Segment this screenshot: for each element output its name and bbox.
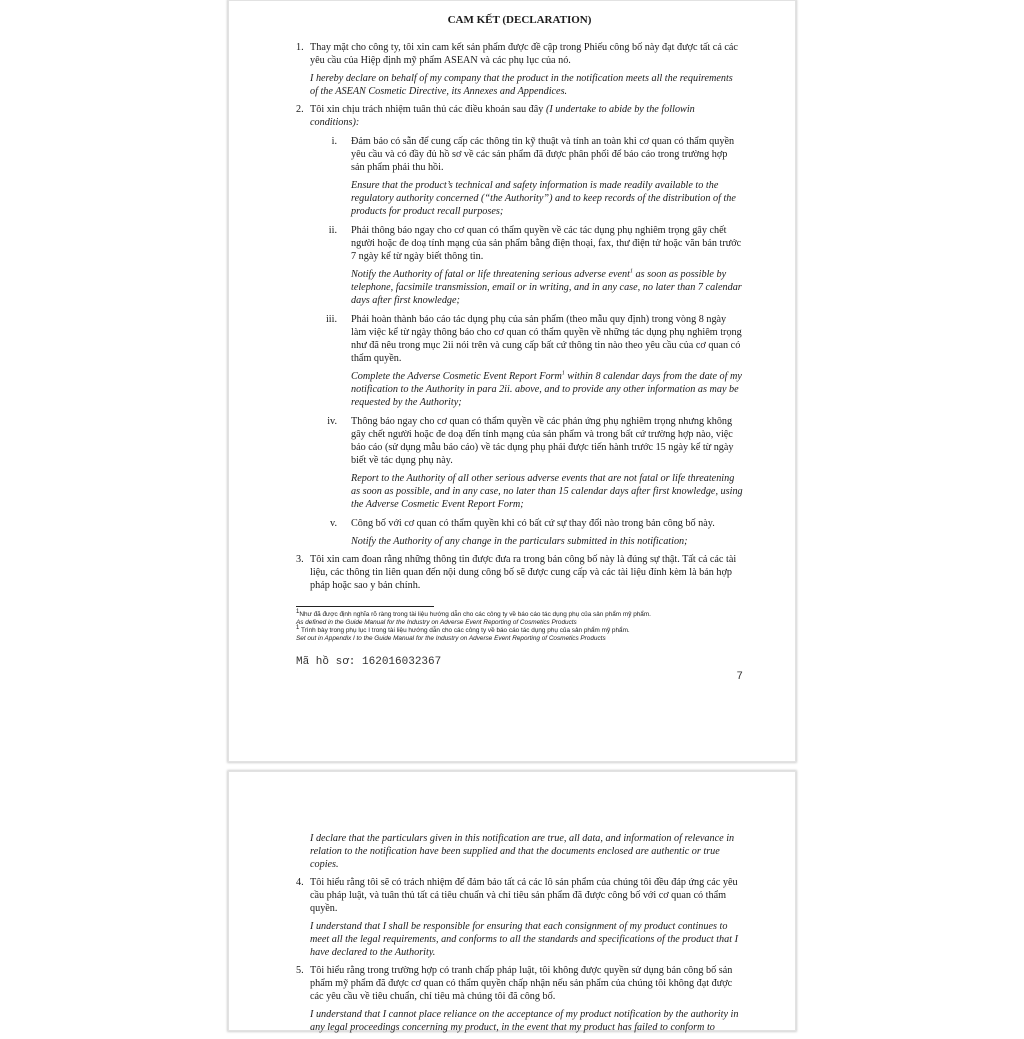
subclause-number: v. [330,518,337,529]
subclause-text-vi: Phải hoàn thành báo cáo tác dụng phụ của sản phẩm (theo mẫu quy định) trong vòng 8 ngày làm việc kể từ ngày thông báo cho cơ quan có thẩm quyền về những tác dụng phụ nghiêm trọng như đã nêu trong mục 2ii nói trên và cung cấp bất cứ thông tin nào theo yêu cầu của cơ quan có thẩm quyền. [351,314,742,364]
clause-text-en: (I undertake to abide by the followin conditions): [310,104,695,128]
document-page-7 [228,0,796,762]
subclause-text-vi: Thông báo ngay cho cơ quan có thẩm quyền về các phản ứng phụ nghiêm trọng nhưng không gây chết người hoặc đe doạ đến tính mạng của sản phẩm và trong bất cứ trường hợp nào, việc báo cáo (sử dụng mẫu báo cáo) về tác dụng phụ phải được tiến hành trước 15 ngày kể từ ngày biết về tác dụng phụ này. [351,416,734,466]
footnote-2-en: Set out in Appendix I to the Guide Manual for the Industry on Adverse Event Reporting of Cosmetics Products [296,635,606,642]
footnote-separator [296,606,434,607]
clause-number: 3. [296,554,304,565]
clause-text-en: I understand that I shall be responsible for ensuring that each consignment of my product continues to meet all the legal requirements, and conforms to all the standards and specifications of the product that I have declared to the Authority. [310,921,739,958]
subclause-text-en-a: Notify the Authority of fatal or life threatening serious adverse event [351,269,630,280]
subclause-text-en [351,268,743,307]
subclause-text-en: Notify the Authority of any change in the particulars submitted in this notification; [351,536,688,547]
clause-text-en: I declare that the particulars given in this notification are true, all data, and information of relevance in relation to the notification have been supplied and that the documents enclosed are authentic or true copies. [310,833,735,870]
clause-text-en: I understand that I cannot place reliance on the acceptance of my product notification by the authority in any legal proceedings concerning my product, in the event that my product has failed to conform to [310,1009,739,1033]
clause-text-en: I hereby declare on behalf of my company that the product in the notification meets all the requirements of the ASEAN Cosmetic Directive, its Annexes and Appendices. [310,73,733,97]
record-code: Mã hồ sơ: 162016032367 [296,656,442,668]
clause-text-vi: Tôi xin chịu trách nhiệm tuân thủ các điều khoản sau đây [310,104,544,115]
footnote-ref: 1 [561,370,565,377]
footnote-1-en: As defined in the Guide Manual for the Industry on Adverse Event Reporting of Cosmetics Products [296,619,577,626]
page-content [296,827,743,1039]
footnote-mark: 1 [296,608,300,615]
subclause-v [310,517,743,548]
clause-number: 5. [296,965,304,976]
subclause-ii [310,224,743,307]
footnote-2-vi [296,624,743,635]
clause-text-vi: Tôi hiểu rằng tôi sẽ có trách nhiệm để đảm bảo tất cả các lô sản phẩm của chúng tôi đều đáp ứng các yêu cầu pháp luật, và tuân thủ tất cả tiêu chuẩn và chỉ tiêu sản phẩm đã được công bố với cơ quan có thẩm quyền. [310,877,738,914]
clause-number: 4. [296,877,304,888]
subclause-text-vi: Phải thông báo ngay cho cơ quan có thẩm quyền về các tác dụng phụ nghiêm trọng gây chết người hoặc đe doạ tính mạng của sản phẩm bằng điện thoại, fax, thư điện tử hoặc văn bản trước 7 ngày kể từ ngày biết thông tin. [351,225,742,262]
clause-number: 2. [296,104,304,115]
page-content [296,13,743,684]
footnote-1-vi [296,608,743,619]
document-title: CAM KẾT (DECLARATION) [447,14,592,26]
subclause-number: i. [331,136,337,147]
document-page-8 [228,771,796,1031]
subclause-number: ii. [328,225,337,236]
clause-text-vi: Tôi hiểu rằng trong trường hợp có tranh chấp pháp luật, tôi không được quyền sử dụng bản công bố sản phẩm mỹ phẩm đã được cơ quan có thẩm quyền chấp nhận nếu sản phẩm của chúng tôi không đạt được các yêu cầu về tiêu chuẩn, chỉ tiêu mà chúng tôi đã công bố. [310,965,733,1002]
footnote-ref: 1 [629,268,633,275]
subclause-iii [310,313,743,409]
footnote-text: Như đã được định nghĩa rõ ràng trong tài liệu hướng dẫn cho các công ty về báo cáo tác dụng phụ của sản phẩm mỹ phẩm. [299,611,651,618]
clause-text [310,103,743,129]
clause-2 [296,103,743,548]
subclause-text-en-b: as soon as possible by telephone, facsimile transmission, email or in writing, and in any case, no later than 7 calendar days after first knowledge; [351,269,742,306]
clause-3 [296,553,743,592]
subclause-text-en-b: within 8 calendar days from the date of my notification to the Authority in para 2ii. above, and to provide any other information as may be requested by the Authority; [351,371,742,408]
subclause-text-en-a: Complete the Adverse Cosmetic Event Report Form [351,371,562,382]
subclause-text-en [351,370,743,409]
subclause-number: iii. [325,314,337,325]
footnote-mark: 1 [296,624,300,631]
subclause-text-en: Ensure that the product’s technical and safety information is made readily available to the regulatory authority concerned (“the Authority”) and to keep records of the distribution of the products for product recall purposes; [351,180,736,217]
subclause-iv [310,415,743,511]
subclause-i [310,135,743,218]
clause-text-vi: Thay mặt cho công ty, tôi xin cam kết sản phẩm được đề cập trong Phiếu công bố này đạt được tất cả các yêu cầu của Hiệp định mỹ phẩm ASEAN và các phụ lục của nó. [310,42,738,66]
page-number: 7 [736,671,743,683]
clause-text-vi: Tôi xin cam đoan rằng những thông tin được đưa ra trong bản công bố này là đúng sự thật. Tất cả các tài liệu, các thông tin liên quan đến nội dung công bố sẽ được cung cấp và các tài liệu đính kèm là bản hợp pháp hoặc sao y bản chính. [310,554,737,591]
subclause-text-vi: Đảm bảo có sẵn để cung cấp các thông tin kỹ thuật và tính an toàn khi cơ quan có thẩm quyền yêu cầu và có đầy đủ hồ sơ về các sản phẩm đã được phân phối để báo cáo trong trường hợp sản phẩm phải thu hồi. [351,136,735,173]
subclause-text-en: Report to the Authority of all other serious adverse events that are not fatal or life threatening as soon as possible, and in any case, no later than 15 calendar days after first knowledge, using the Adverse Cosmetic Event Report Form; [351,473,743,510]
clause-1 [296,41,743,98]
footnote-text: Trình bày trong phụ lục I trong tài liệu hướng dẫn cho các công ty về báo cáo tác dụng phụ của sản phẩm mỹ phẩm. [299,627,630,634]
clause-number: 1. [296,42,304,53]
clause-3-continued [296,832,743,871]
subclause-text-vi: Công bố với cơ quan có thẩm quyền khi có bất cứ sự thay đổi nào trong bản công bố này. [351,518,715,529]
subclause-number: iv. [327,416,337,427]
clause-4 [296,876,743,959]
